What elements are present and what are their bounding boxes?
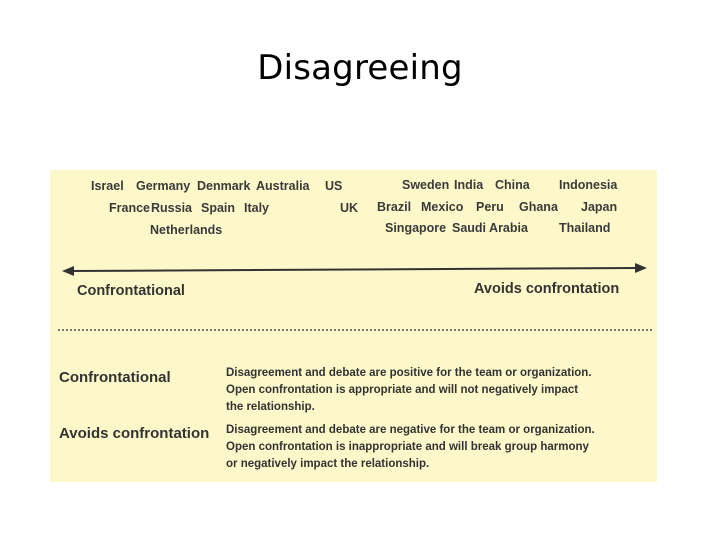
- country-label: Peru: [476, 200, 504, 214]
- country-label: US: [325, 179, 343, 193]
- country-label: France: [109, 201, 150, 215]
- country-label: Russia: [151, 201, 192, 215]
- definition-line: Disagreement and debate are positive for the team or organization.: [226, 367, 592, 379]
- definition-line: Open confrontation is inappropriate and will break group harmony: [226, 441, 589, 453]
- dotted-divider: [58, 329, 652, 331]
- culture-map-panel: [50, 170, 657, 482]
- definition-line: or negatively impact the relationship.: [226, 458, 430, 470]
- country-label: Germany: [136, 179, 191, 193]
- country-label: Denmark: [197, 179, 251, 193]
- country-label: Ghana: [519, 200, 558, 214]
- definition-term-confrontational: Confrontational: [59, 369, 171, 386]
- definition-text-confrontational: [226, 365, 592, 416]
- country-label: India: [454, 178, 484, 192]
- scale-left-label: Confrontational: [77, 283, 185, 299]
- slide-title: Disagreeing: [257, 48, 463, 88]
- country-label: Mexico: [421, 200, 464, 214]
- country-label: Singapore: [385, 221, 447, 235]
- country-label: UK: [340, 201, 359, 215]
- definition-term-avoids-confrontation: Avoids confrontation: [59, 425, 210, 442]
- arrow-left-icon: [62, 266, 74, 276]
- definition-line: Disagreement and debate are negative for the team or organization.: [226, 424, 595, 436]
- definition-line: the relationship.: [226, 401, 315, 413]
- country-label: Saudi Arabia: [452, 221, 528, 235]
- definition-text-avoids-confrontation: [226, 422, 595, 473]
- country-label: China: [495, 178, 530, 192]
- country-label: Netherlands: [150, 223, 223, 237]
- country-label: Italy: [244, 201, 270, 215]
- country-label: Brazil: [377, 200, 412, 214]
- country-label: Indonesia: [559, 178, 618, 192]
- country-label: Spain: [201, 201, 236, 215]
- country-label: Australia: [256, 179, 310, 193]
- country-label: Sweden: [402, 178, 450, 192]
- definition-line: Open confrontation is appropriate and will not negatively impact: [226, 384, 579, 396]
- country-label: Japan: [581, 200, 618, 214]
- country-label: Israel: [91, 179, 124, 193]
- arrow-right-icon: [635, 263, 647, 273]
- scale-right-label: Avoids confrontation: [474, 281, 620, 297]
- country-label: Thailand: [559, 221, 611, 235]
